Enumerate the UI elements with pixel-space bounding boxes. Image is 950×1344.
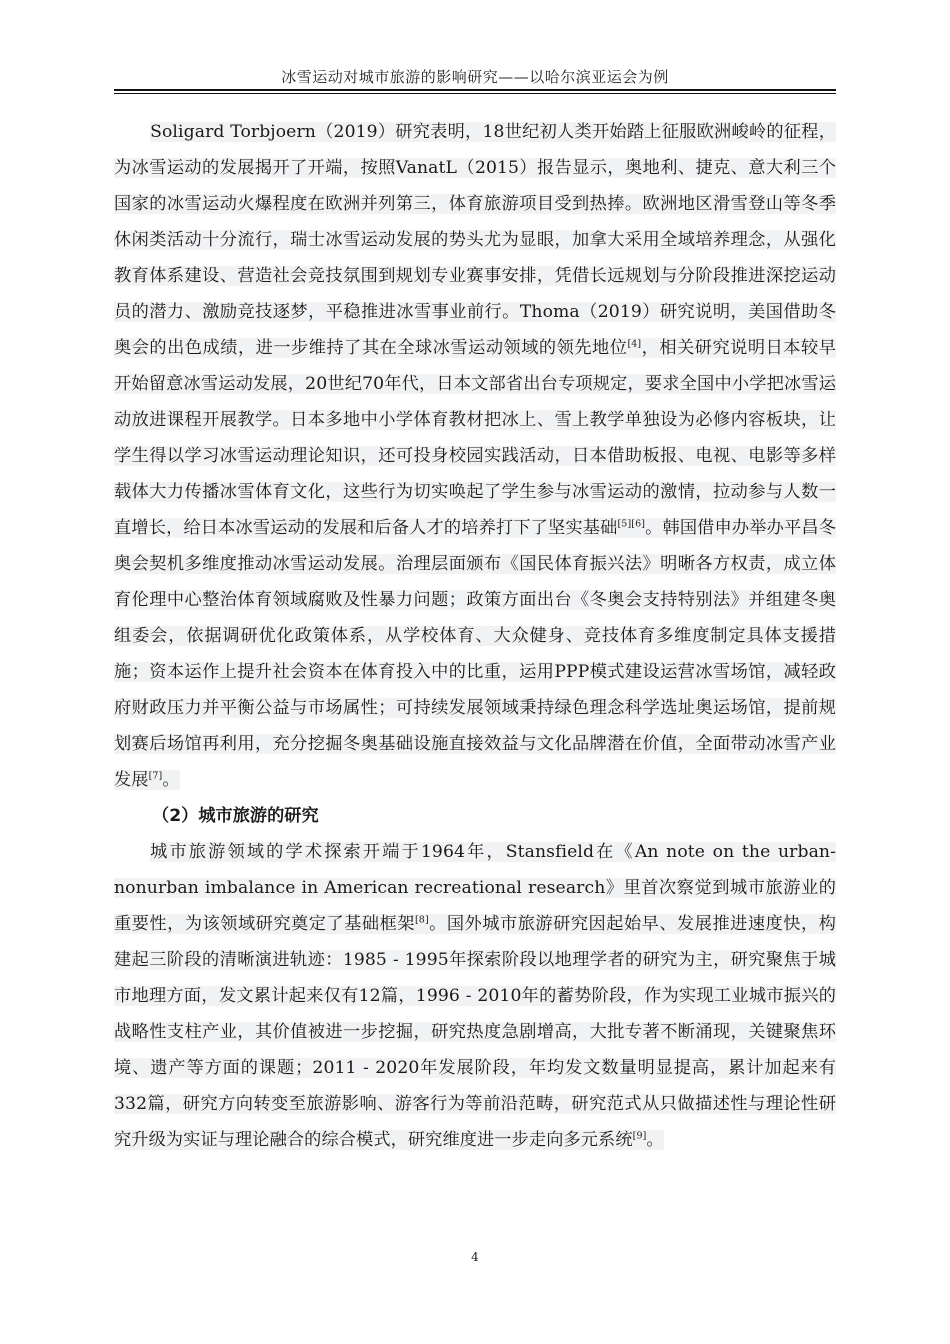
page-number: 4 xyxy=(471,1250,479,1264)
paragraph-text: 城市旅游领域的学术探索开端于1964年，Stansfield在《An note on the urban-nonurban imbalance in American recreational research》里首次察觉到城市旅游业的重要性，为该领域研究奠定了基础框架 xyxy=(114,842,836,934)
highlighted-text-block xyxy=(114,122,836,790)
header-rule-thick xyxy=(114,89,836,91)
citation-ref: [5][6] xyxy=(617,518,646,530)
highlighted-text-block xyxy=(114,842,836,1150)
paragraph-text: 。 xyxy=(646,1130,664,1150)
citation-ref: [4] xyxy=(627,338,642,350)
paragraph-international-winter-sports xyxy=(114,114,836,798)
paragraph-text: 。 xyxy=(162,770,180,790)
section-heading: （2）城市旅游的研究 xyxy=(152,806,319,826)
paragraph-text: Soligard Torbjoern（2019）研究表明，18世纪初人类开始踏上征服欧洲峻岭的征程，为冰雪运动的发展揭开了开端，按照VanatL（2015）报告显示，奥地利、捷克、意大利三个国家的冰雪运动火爆程度在欧洲并列第三，体育旅游项目受到热捧。欧洲地区滑雪登山等冬季休闲类活动十分流行，瑞士冰雪运动发展的势头尤为显眼，加拿大采用全域培养理念，从强化教育体系建设、营造社会竞技氛围到规划专业赛事安排，凭借长远规划与分阶段推进深挖运动员的潜力、激励竞技逐梦，平稳推进冰雪事业前行。Thoma（2019）研究说明，美国借助冬奥会的出色成绩，进一步维持了其在全球冰雪运动领域的领先地位 xyxy=(114,122,836,358)
citation-ref: [9] xyxy=(632,1130,647,1142)
citation-ref: [7] xyxy=(148,770,163,782)
citation-ref: [8] xyxy=(415,914,429,926)
paragraph-text: ，相关研究说明日本较早开始留意冰雪运动发展，20世纪70年代，日本文部省出台专项规定，要求全国中小学把冰雪运动放进课程开展教学。日本多地中小学体育教材把冰上、雪上教学单独设为必修内容板块，让学生得以学习冰雪运动理论知识，还可投身校园实践活动，日本借助板报、电视、电影等多样载体大力传播冰雪体育文化，这些行为切实唤起了学生参与冰雪运动的激情，拉动参与人数一直增长，给日本冰雪运动的发展和后备人才的培养打下了坚实基础 xyxy=(114,338,836,538)
header-rule-thin xyxy=(114,93,836,94)
running-header: 冰雪运动对城市旅游的影响研究——以哈尔滨亚运会为例 xyxy=(281,68,669,86)
paragraph-urban-tourism-research xyxy=(114,834,836,1158)
paragraph-text: 。国外城市旅游研究因起始早、发展推进速度快，构建起三阶段的清晰演进轨迹：1985 - 1995年探索阶段以地理学者的研究为主，研究聚焦于城市地理方面，发文累计起来仅有12篇，1996 - 2010年的蓄势阶段，作为实现工业城市振兴的战略性支柱产业，其价值被进一步挖掘，研究热度急剧增高，大批专著不断涌现，关键聚焦环境、遗产等方面的课题；2011 - 2020年发展阶段，年均发文数量明显提高，累计加起来有332篇，研究方向转变至旅游影响、游客行为等前沿范畴，研究范式从只做描述性与理论性研究升级为实证与理论融合的综合模式，研究维度进一步走向多元系统 xyxy=(114,914,836,1150)
page-body xyxy=(114,114,836,1158)
paragraph-text: 。韩国借申办举办平昌冬奥会契机多维度推动冰雪运动发展。治理层面颁布《国民体育振兴法》明晰各方权责，成立体育伦理中心整治体育领域腐败及性暴力问题；政策方面出台《冬奥会支持特别法》并组建冬奥组委会，依据调研优化政策体系，从学校体育、大众健身、竞技体育多维度制定具体支援措施；资本运作上提升社会资本在体育投入中的比重，运用PPP模式建设运营冰雪场馆，减轻政府财政压力并平衡公益与市场属性；可持续发展领域秉持绿色理念科学选址奥运场馆，提前规划赛后场馆再利用，充分挖掘冬奥基础设施直接效益与文化品牌潜在价值，全面带动冰雪产业发展 xyxy=(114,518,836,790)
